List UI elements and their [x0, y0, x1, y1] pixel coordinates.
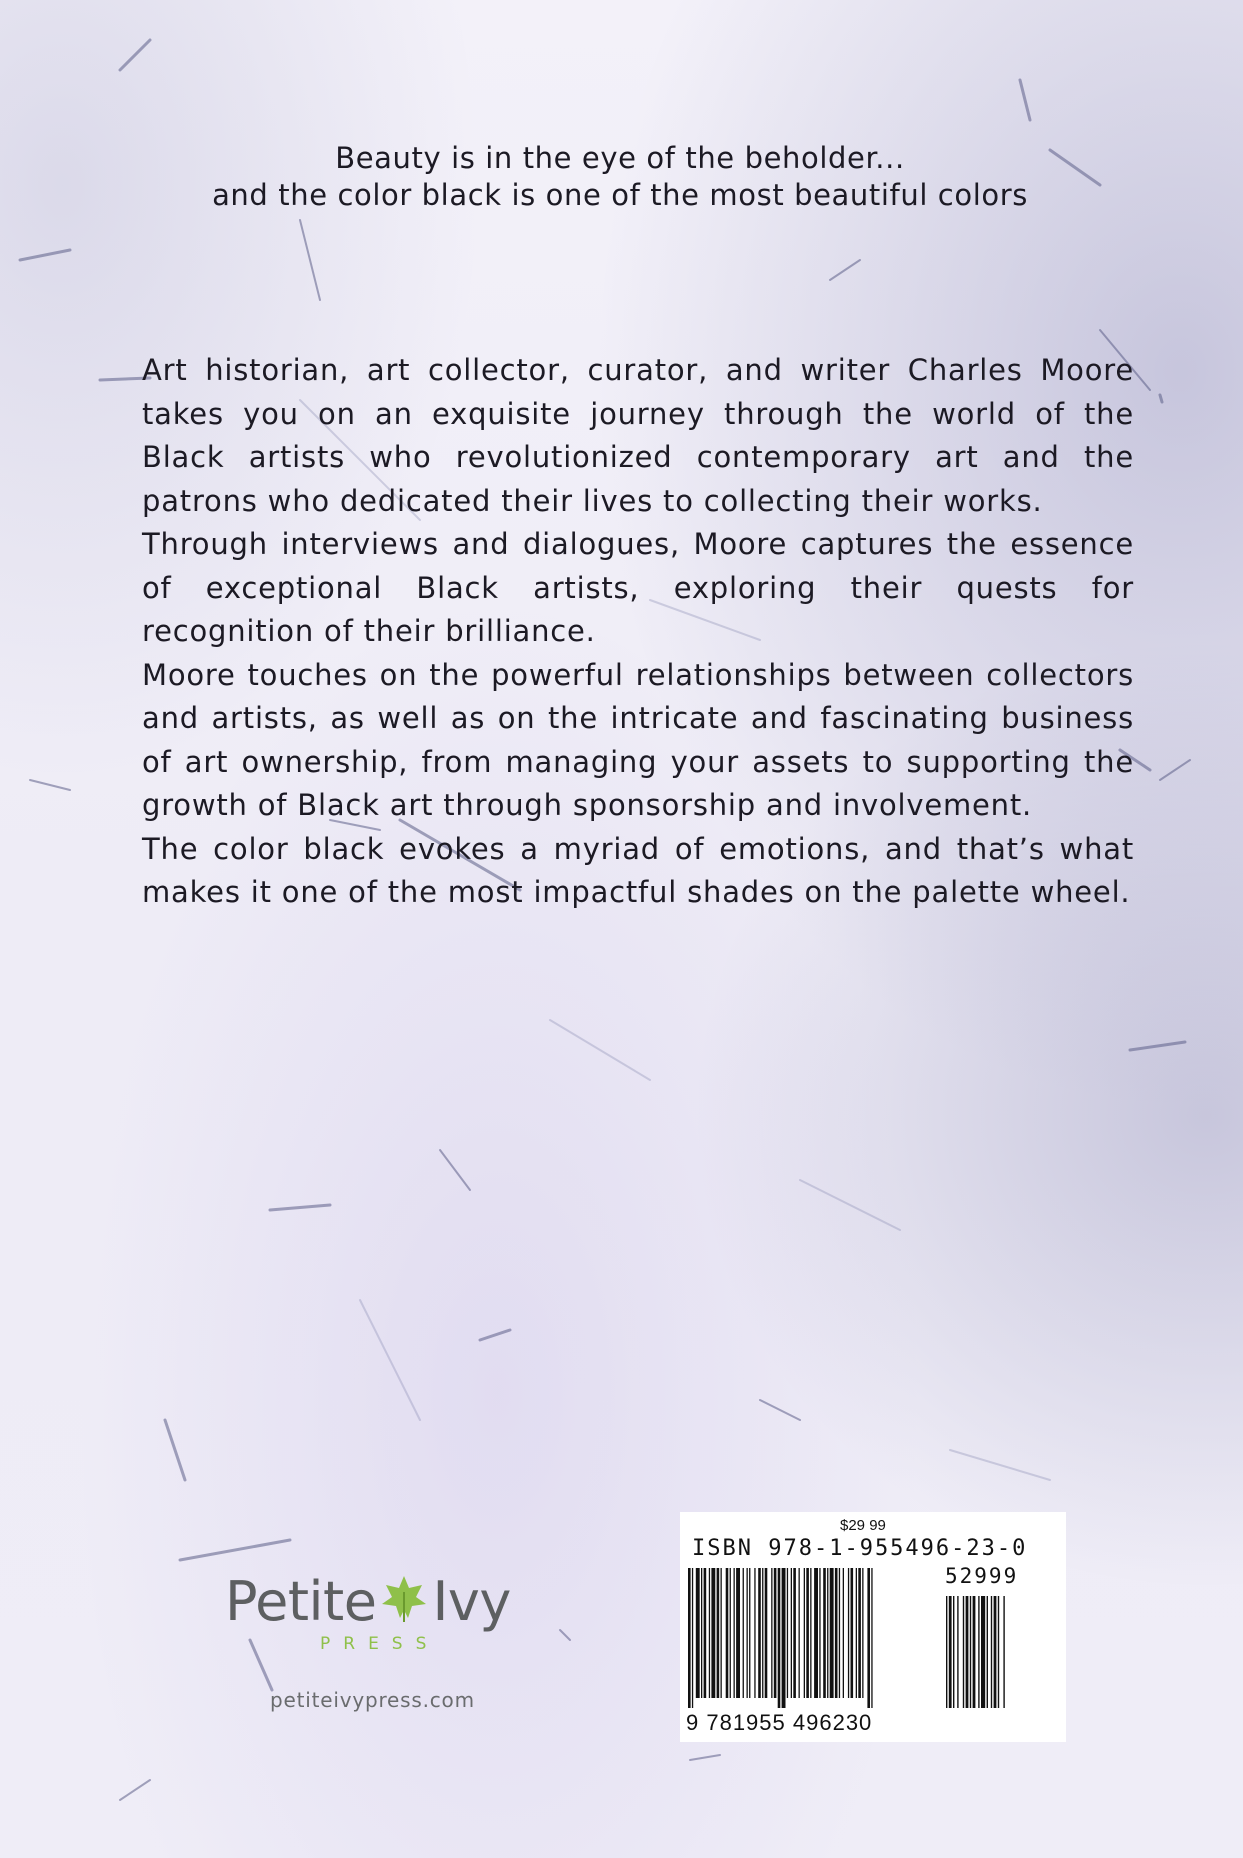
ivy-leaf-icon	[378, 1572, 430, 1624]
supplemental-barcode-bar	[973, 1596, 976, 1708]
barcode-bar	[823, 1568, 826, 1698]
barcode-bars	[688, 1568, 1060, 1708]
barcode-bar	[730, 1568, 731, 1698]
description-paragraph: Moore touches on the powerful relationships between collectors and artists, as well as on the intricate and fascinating business of art ownership, from managing your assets to supporting the growth of Black art through sponsorship and involvement.	[142, 657, 1134, 822]
barcode-bar	[774, 1568, 777, 1698]
barcode-bar	[851, 1568, 854, 1698]
barcode-bar	[726, 1568, 729, 1698]
barcode-bar	[721, 1568, 722, 1698]
barcode-bar	[747, 1568, 748, 1698]
supplemental-barcode-bar	[946, 1596, 947, 1708]
barcode-bar	[701, 1568, 702, 1698]
isbn-number: ISBN 978-1-955496-23-0	[692, 1536, 1028, 1561]
barcode-bar	[717, 1568, 720, 1698]
barcode-bar	[765, 1568, 768, 1698]
ean-digits: 9 781955 496230	[686, 1710, 873, 1735]
barcode-bar	[743, 1568, 744, 1698]
barcode-bar	[771, 1568, 772, 1698]
barcode-bar	[858, 1568, 861, 1698]
supplemental-barcode-bar	[981, 1596, 985, 1708]
supplemental-barcode-bar	[949, 1596, 952, 1708]
barcode-bar	[804, 1568, 805, 1698]
barcode-bar	[819, 1568, 820, 1698]
publisher-name-part-2: Ivy	[432, 1570, 511, 1633]
barcode-bar	[688, 1568, 691, 1708]
barcode-bar	[871, 1568, 872, 1708]
description-paragraph: Art historian, art collector, curator, and writer Charles Moore takes you on an exquisite journey through the world of the Black artists who revolutionized contemporary art and the patrons who dedicated their lives to collecting their works.	[142, 353, 1134, 518]
barcode-bar	[736, 1568, 740, 1698]
barcode-bar	[734, 1568, 735, 1698]
tagline	[120, 140, 1120, 214]
barcode-bar	[843, 1568, 844, 1698]
barcode-bar	[692, 1568, 693, 1708]
barcode-bar	[806, 1568, 809, 1698]
supplemental-barcode-bar	[966, 1596, 969, 1708]
supplemental-barcode-bar	[994, 1596, 997, 1708]
barcode-bar	[835, 1568, 838, 1698]
barcode-bar	[749, 1568, 750, 1698]
barcode-bar	[787, 1568, 788, 1698]
supplemental-barcode-bar	[991, 1596, 992, 1708]
price-supplement-code: 52999	[945, 1564, 1019, 1588]
barcode-bar	[696, 1568, 700, 1698]
supplemental-barcode-bar	[957, 1596, 958, 1708]
isbn-barcode	[680, 1512, 1066, 1742]
barcode-bar	[799, 1568, 800, 1698]
supplemental-barcode-bar	[978, 1596, 979, 1708]
barcode-bar	[848, 1568, 849, 1698]
publisher-logo	[215, 1570, 555, 1720]
barcode-bar	[793, 1568, 796, 1698]
supplemental-barcode-bar	[953, 1596, 954, 1708]
barcode-bar	[827, 1568, 828, 1698]
description-paragraph: Through interviews and dialogues, Moore captures the essence of exceptional Black artists, exploring their quests for recognition of their brilliance.	[142, 527, 1134, 648]
barcode-bar	[782, 1568, 786, 1708]
barcode-bar	[762, 1568, 763, 1698]
book-description	[142, 349, 1134, 915]
barcode-bar	[839, 1568, 840, 1698]
barcode-bar	[810, 1568, 811, 1698]
supplemental-barcode-bar	[963, 1596, 964, 1708]
tagline-line-1: Beauty is in the eye of the beholder...	[335, 141, 905, 175]
barcode-bar	[830, 1568, 834, 1698]
publisher-name	[225, 1570, 511, 1633]
supplemental-barcode-bar	[970, 1596, 971, 1708]
barcode-bar	[862, 1568, 863, 1698]
barcode-bar	[814, 1568, 818, 1698]
barcode-bar	[704, 1568, 707, 1698]
supplemental-barcode-bar	[998, 1596, 999, 1708]
supplemental-barcode-bar	[987, 1596, 988, 1708]
description-paragraph: The color black evokes a myriad of emotions, and that’s what makes it one of the most impactful shades on the palette wheel.	[142, 831, 1134, 909]
barcode-bar	[856, 1568, 857, 1698]
barcode-bar	[754, 1568, 755, 1698]
barcode-bar	[758, 1568, 761, 1698]
barcode-bar	[709, 1568, 710, 1698]
barcode-bar	[791, 1568, 792, 1698]
barcode-bar	[711, 1568, 715, 1698]
supplemental-barcode-bar	[1003, 1596, 1004, 1708]
publisher-name-part-1: Petite	[225, 1570, 377, 1633]
tagline-line-2: and the color black is one of the most beautiful colors	[212, 178, 1028, 212]
publisher-website: petiteivypress.com	[270, 1688, 475, 1712]
price-label: $29 99	[840, 1517, 886, 1534]
publisher-subtitle: PRESS	[320, 1634, 440, 1654]
barcode-bar	[867, 1568, 870, 1708]
barcode-bar	[778, 1568, 781, 1708]
